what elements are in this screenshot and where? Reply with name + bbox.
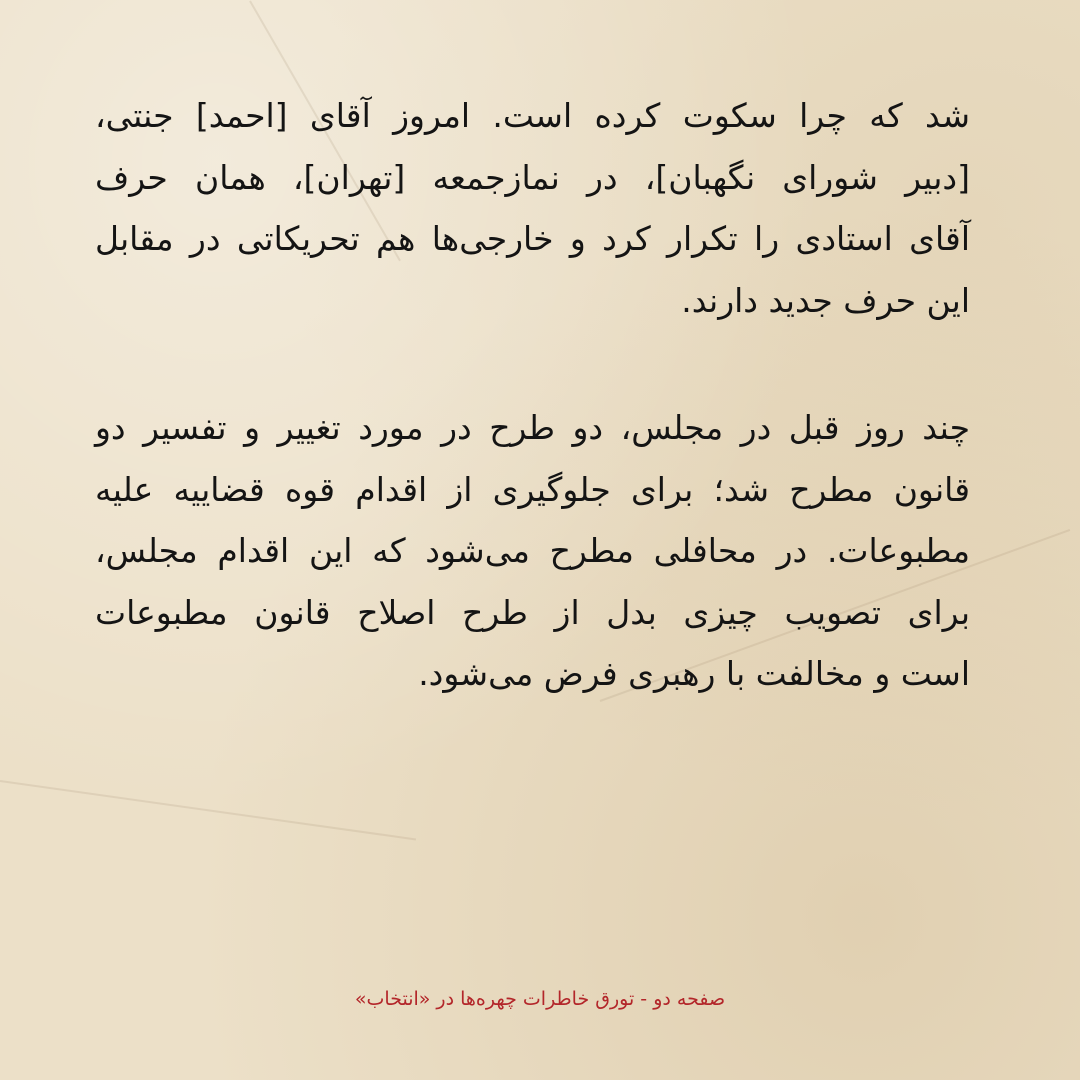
text-line: این حرف جدید دارند. bbox=[681, 280, 970, 320]
text-line: قانون مطرح شد؛ برای جلوگیری از اقدام قوه قضاییه علیه bbox=[95, 469, 970, 509]
text-line: مطبوعات. در محافلی مطرح می‌شود که این اقدام مجلس، bbox=[95, 531, 970, 570]
text-line: است و مخالفت با رهبری فرض می‌شود. bbox=[418, 654, 970, 693]
paragraph-1 bbox=[95, 85, 970, 331]
text-line: [دبیر شورای نگهبان]، در نمازجمعه [تهران]، همان حرف bbox=[95, 157, 970, 197]
text-line: برای تصویب چیزی بدل از طرح اصلاح قانون مطبوعات bbox=[95, 592, 970, 632]
text-line: چند روز قبل در مجلس، دو طرح در مورد تغییر و تفسیر دو bbox=[95, 408, 970, 447]
text-line: آقای استادی را تکرار کرد و خارجی‌ها هم تحریکاتی در مقابل bbox=[95, 219, 970, 258]
paper-crease bbox=[0, 780, 416, 840]
text-line: شد که چرا سکوت کرده است. امروز آقای [احمد] جنتی، bbox=[95, 96, 970, 135]
paragraph-2 bbox=[95, 397, 970, 705]
page-footer-caption: صفحه دو - تورق خاطرات چهره‌ها در «انتخاب» bbox=[354, 988, 726, 1010]
